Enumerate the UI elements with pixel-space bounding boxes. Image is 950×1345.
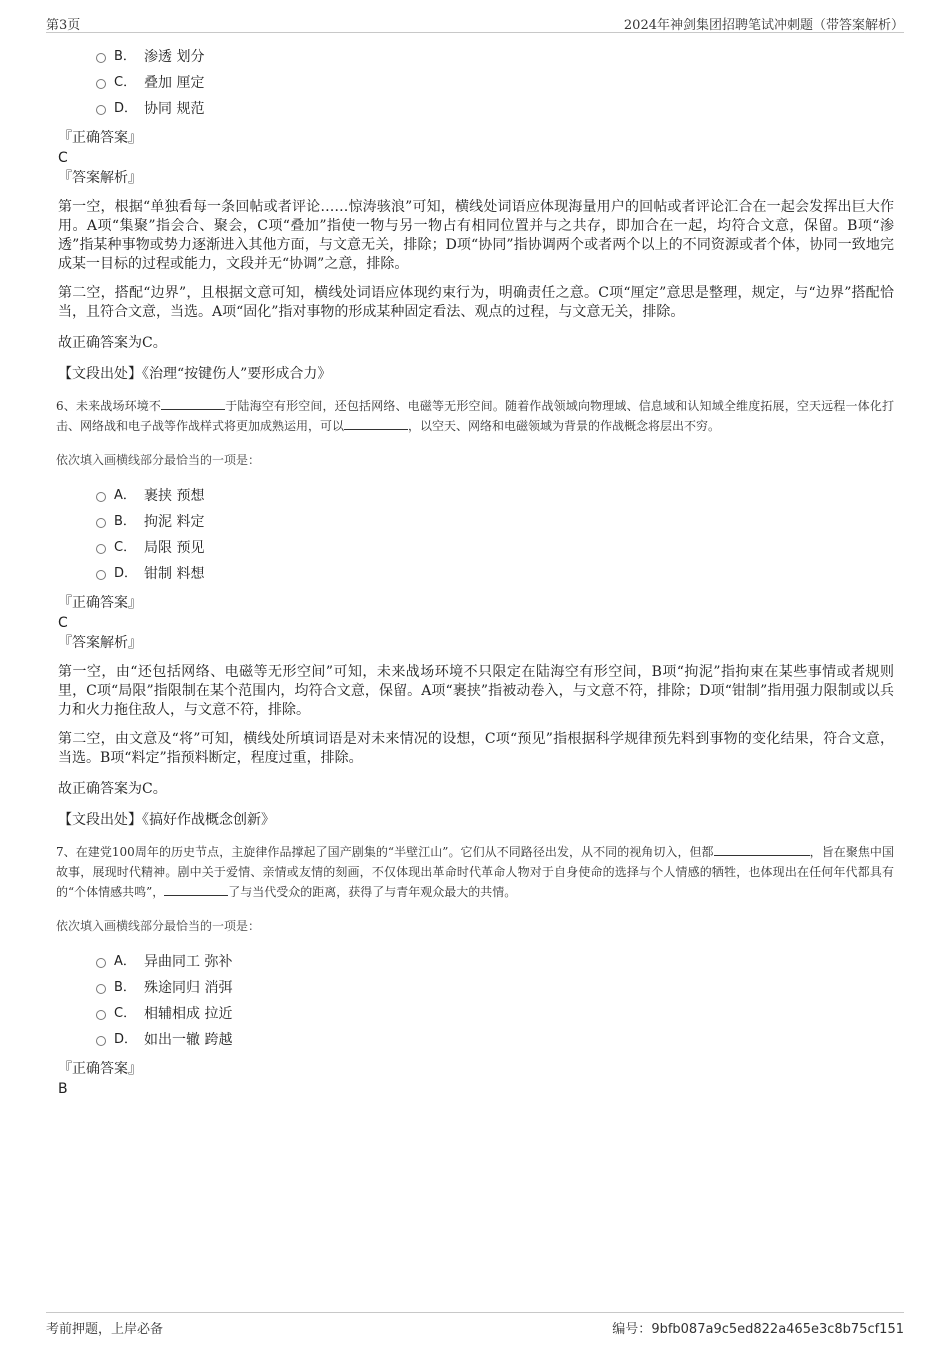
code-value: 9bfb087a9c5ed822a465e3c8b75cf151	[651, 1322, 904, 1337]
radio-icon[interactable]	[96, 105, 106, 115]
stem-part: 7、在建党100周年的历史节点，主旋律作品撑起了国产剧集的“半壁江山”。它们从不同路径出发，从不同的视角切入，但都	[56, 845, 714, 859]
option-letter: C．	[114, 540, 137, 555]
answer-label: 『正确答案』	[58, 130, 142, 146]
radio-icon[interactable]	[96, 570, 106, 580]
page-footer	[46, 1312, 904, 1339]
document-body	[56, 44, 894, 1099]
radio-icon[interactable]	[96, 492, 106, 502]
option-letter: B．	[114, 980, 136, 995]
stem-part: ，旨在聚焦中国故事，展现时代精神。剧中关于爱情、亲情或友情的刻画，不仅体现出革命时代革命人物对于自身使命的选择与个人情感的牺牲，也体现出在任何年代都具有的“个体情感共鸣”，	[56, 845, 894, 899]
document-title: 2024年神剑集团招聘笔试冲刺题（带答案解析）	[623, 18, 904, 33]
stem-part: ，以空天、网络和电磁领域为背景的作战概念将层出不穷。	[408, 419, 721, 433]
option-letter: D．	[114, 566, 138, 581]
option-text: 殊途同归 消弭	[144, 980, 233, 996]
radio-icon[interactable]	[96, 984, 106, 994]
q6-option-b[interactable]	[56, 509, 894, 535]
conclusion: 故正确答案为C。	[58, 781, 167, 797]
code-label: 编号：	[612, 1322, 652, 1337]
stem-part: 了与当代受众的距离，获得了与青年观众最大的共情。	[228, 885, 517, 899]
radio-icon[interactable]	[96, 544, 106, 554]
q6-option-a[interactable]	[56, 483, 894, 509]
option-text: 异曲同工 弥补	[144, 954, 233, 970]
footer-slogan: 考前押题，上岸必备	[46, 1322, 164, 1337]
q7-option-a[interactable]	[56, 949, 894, 975]
option-text: 叠加 厘定	[144, 75, 205, 91]
radio-icon[interactable]	[96, 53, 106, 63]
answer-label: 『正确答案』	[58, 595, 142, 611]
answer-value: B	[58, 1081, 68, 1097]
radio-icon[interactable]	[96, 958, 106, 968]
question-prompt: 依次填入画横线部分最恰当的一项是：	[56, 919, 261, 933]
option-text: 如出一辙 跨越	[144, 1032, 233, 1048]
answer-value: C	[58, 615, 68, 631]
question-stem	[56, 842, 894, 902]
option-text: 拘泥 料定	[144, 514, 205, 530]
question-prompt: 依次填入画横线部分最恰当的一项是：	[56, 453, 261, 467]
option-letter: C．	[114, 1006, 137, 1021]
q5-option-c[interactable]	[56, 70, 894, 96]
option-text: 钳制 料想	[144, 566, 205, 582]
q5-option-b[interactable]	[56, 44, 894, 70]
answer-blank	[714, 843, 810, 856]
q5-options	[56, 44, 894, 122]
option-letter: D．	[114, 1032, 138, 1047]
question-stem	[56, 396, 894, 436]
answer-value: C	[58, 150, 68, 166]
q7-option-c[interactable]	[56, 1001, 894, 1027]
option-text: 裹挟 预想	[144, 488, 205, 504]
analysis-paragraph: 第二空，搭配“边界”，且根据文意可知，横线处词语应体现约束行为，明确责任之意。C项“厘定”意思是整理，规定，与“边界”搭配恰当，且符合文意，当选。A项“固化”指对事物的形成某种固定看法、观点的过程，与文意无关，排除。	[58, 285, 894, 320]
option-letter: D．	[114, 101, 138, 116]
answer-label: 『正确答案』	[58, 1061, 142, 1077]
q6-options	[56, 483, 894, 587]
radio-icon[interactable]	[96, 79, 106, 89]
q6-option-c[interactable]	[56, 535, 894, 561]
option-text: 协同 规范	[144, 101, 205, 117]
page-number: 第3页	[46, 18, 81, 33]
analysis-label: 『答案解析』	[58, 170, 142, 186]
q7-option-b[interactable]	[56, 975, 894, 1001]
analysis-paragraph: 第一空，根据“单独看每一条回帖或者评论……惊涛骇浪”可知，横线处词语应体现海量用户的回帖或者评论汇合在一起会发挥出巨大作用。A项“集聚”指会合、聚会，C项“叠加”指使一物与另一物占有相同位置并与之共存，即加合在一起，均符合文意，保留。B项“渗透”指某种事物或势力逐渐进入其他方面，与文意无关，排除；D项“协同”指协调两个或者两个以上的不同资源或者个体，协同一致地完成某一目标的过程或能力，文段并无“协调”之意，排除。	[58, 199, 894, 272]
option-letter: A．	[114, 488, 136, 503]
q7-options	[56, 949, 894, 1053]
page-header	[46, 14, 904, 33]
analysis-label: 『答案解析』	[58, 635, 142, 651]
radio-icon[interactable]	[96, 1036, 106, 1046]
answer-blank	[344, 417, 408, 430]
option-letter: B．	[114, 514, 136, 529]
stem-part: 于陆海空有形空间，还包括网络、电磁等无形空间。随着作战领域向物理域、信息域和认知域全维度拓展，空天远程一体化打击、网络战和电子战等作战样式将更加成熟运用，可以	[56, 399, 894, 433]
q6-option-d[interactable]	[56, 561, 894, 587]
radio-icon[interactable]	[96, 518, 106, 528]
q5-option-d[interactable]	[56, 96, 894, 122]
document-code	[612, 1318, 904, 1337]
radio-icon[interactable]	[96, 1010, 106, 1020]
option-text: 局限 预见	[144, 540, 205, 556]
answer-blank	[161, 397, 225, 410]
source: 【文段出处】《治理“按键伤人”要形成合力》	[58, 366, 332, 382]
source: 【文段出处】《搞好作战概念创新》	[58, 812, 275, 828]
option-letter: A．	[114, 954, 136, 969]
stem-part: 6、未来战场环境不	[56, 399, 162, 413]
analysis-paragraph: 第一空，由“还包括网络、电磁等无形空间”可知，未来战场环境不只限定在陆海空有形空间，B项“拘泥”指拘束在某些事情或者规则里，C项“局限”指限制在某个范围内，均符合文意，保留。A项“裹挟”指被动卷入，与文意不符，排除；D项“钳制”指用强力限制或以兵力和火力拖住敌人，与文意不符，排除。	[58, 664, 894, 718]
q7-option-d[interactable]	[56, 1027, 894, 1053]
option-letter: B．	[114, 49, 136, 64]
option-letter: C．	[114, 75, 137, 90]
option-text: 相辅相成 拉近	[144, 1006, 233, 1022]
conclusion: 故正确答案为C。	[58, 335, 167, 351]
analysis-paragraph: 第二空，由文意及“将”可知，横线处所填词语是对未来情况的设想，C项“预见”指根据科学规律预先料到事物的变化结果，符合文意，当选。B项“料定”指预料断定，程度过重，排除。	[58, 731, 894, 766]
option-text: 渗透 划分	[144, 49, 205, 65]
answer-blank	[164, 883, 228, 896]
